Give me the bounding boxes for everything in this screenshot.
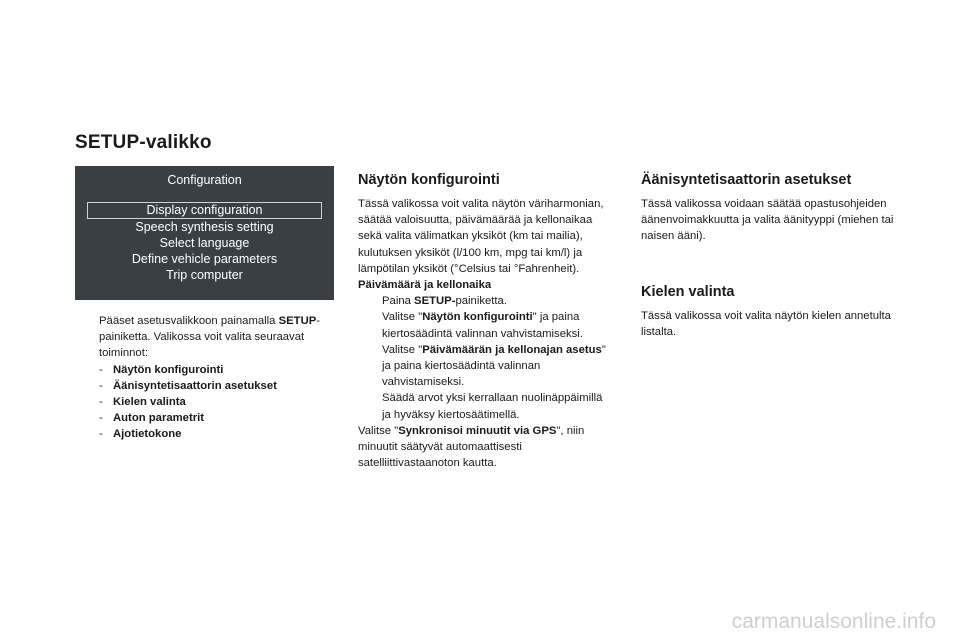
date-time-subheading <box>358 277 608 293</box>
step-bold: SETUP- <box>414 295 456 308</box>
column-intro <box>75 313 325 443</box>
screen-title: Configuration <box>167 173 242 187</box>
list-item <box>99 378 325 394</box>
dash-mark: - <box>99 379 103 392</box>
step-bold: Päivämäärän ja kellonajan asetus <box>422 343 602 356</box>
speech-synthesis-text: Tässä valikossa voidaan säätää opastusohjeiden äänenvoimakkuutta ja valita äänityyppi (miehen tai naisen ääni). <box>641 198 894 243</box>
step-text: Valitse " <box>382 311 423 324</box>
menu-item-select-language: Select language <box>159 236 250 250</box>
dash-mark: - <box>99 363 103 376</box>
display-configuration-intro: Tässä valikossa voit valita näytön väriharmonian, säätää valoisuutta, päivämäärää ja kellonaikaa sekä valita välimatkan yksiköt (km tai mailia), kulutuksen yksiköt (l/100 km, mpg tai km/l) ja lämpötilan yksiköt (°Celsius tai °Fahrenheit). <box>358 198 604 275</box>
step-text: Paina <box>382 295 415 308</box>
section-heading-speech-synthesis: Äänisyntetisaattorin asetukset <box>641 172 852 188</box>
section-spacer <box>641 245 901 283</box>
dash-mark: - <box>99 412 103 425</box>
gps-text: ", niin minuutit säätyvät automaattisesti satelliittivastaanoton kautta. <box>358 424 585 470</box>
step-text: " ja paina kiertosäädintä valinnan vahvistamiseksi. <box>382 343 606 389</box>
step-text: Valitse " <box>382 343 423 356</box>
list-item-label: Auton parametrit <box>113 412 205 425</box>
step-text: Säädä arvot yksi kerrallaan nuolinäppäimillä ja hyväksy kiertosäätimellä. <box>382 392 603 421</box>
watermark: carmanualsonline.info <box>731 610 936 633</box>
date-time-subheading-text: Päivämäärä ja kellonaika <box>358 279 492 292</box>
menu-item-speech-synthesis: Speech synthesis setting <box>135 220 274 234</box>
step-item <box>358 390 608 422</box>
intro-bullet <box>75 313 325 443</box>
intro-prefix: Pääset asetusvalikkoon painamalla <box>99 315 276 327</box>
menu-item-vehicle-parameters: Define vehicle parameters <box>131 252 278 266</box>
list-item-label: Ajotietokone <box>113 428 182 441</box>
column-display-configuration <box>358 171 608 471</box>
section-heading-display-configuration: Näytön konfigurointi <box>358 172 500 188</box>
list-item <box>99 426 325 442</box>
step-item <box>358 293 608 309</box>
setup-screen-display <box>75 166 334 300</box>
setup-menu <box>75 202 334 283</box>
step-bold: Näytön konfigurointi <box>422 311 533 324</box>
list-item-label: Kielen valinta <box>113 396 186 409</box>
step-text: painiketta. <box>455 295 507 308</box>
list-item-label: Näytön konfigurointi <box>113 363 224 376</box>
list-item-label: Äänisyntetisaattorin asetukset <box>113 379 277 392</box>
menu-item-trip-computer: Trip computer <box>166 268 243 282</box>
language-text: Tässä valikossa voit valita näytön kielen annetulta listalta. <box>641 309 891 338</box>
page-title: SETUP-valikko <box>75 132 212 153</box>
intro-setup-keyword: SETUP <box>278 315 317 327</box>
step-item <box>358 309 608 341</box>
section-heading-language: Kielen valinta <box>641 283 735 300</box>
gps-sync-note <box>358 423 608 472</box>
menu-item-display-configuration: Display configuration <box>87 202 322 219</box>
step-text: " ja paina kiertosäädintä valinnan vahvistamiseksi. <box>382 311 583 340</box>
dash-mark: - <box>99 428 103 441</box>
intro-suffix: -painiketta. Valikossa voit valita seuraavat toiminnot: <box>99 315 321 360</box>
dash-mark: - <box>99 396 103 409</box>
column-speech-language <box>641 171 901 340</box>
list-item <box>99 394 325 410</box>
list-item <box>99 362 325 378</box>
step-item <box>358 342 608 391</box>
list-item <box>99 410 325 426</box>
gps-bold: Synkronisoi minuutit via GPS <box>398 424 557 437</box>
gps-text: Valitse " <box>358 424 399 437</box>
